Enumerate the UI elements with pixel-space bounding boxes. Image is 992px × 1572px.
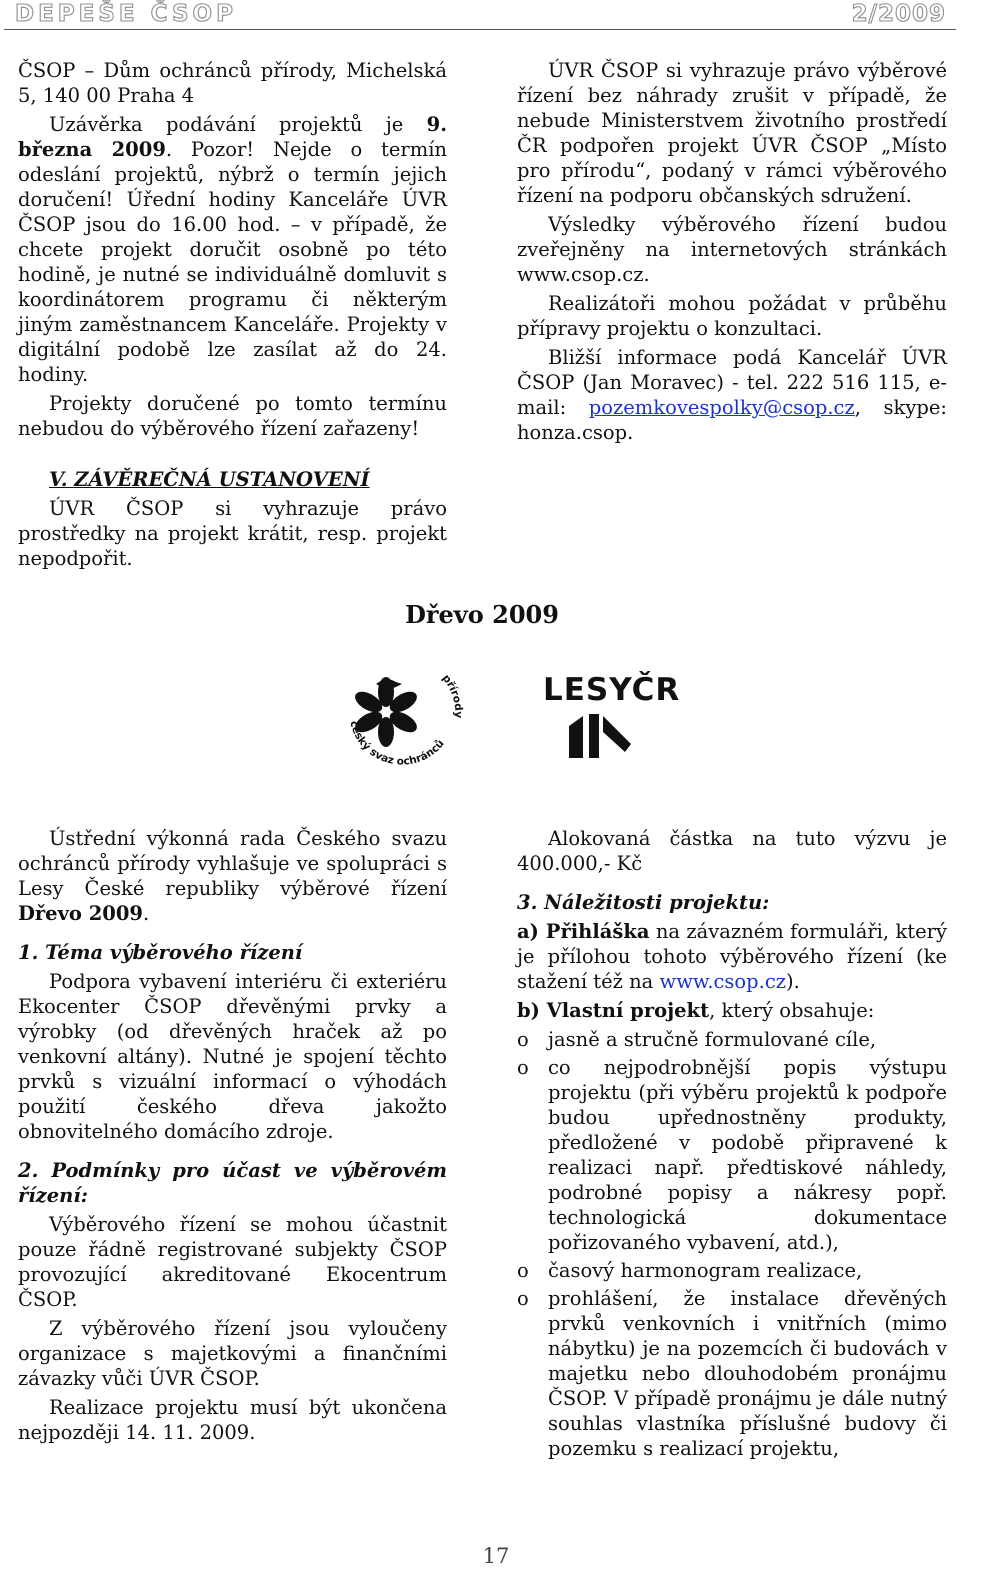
section-heading-topic: 1. Téma výběrového řízení	[18, 941, 303, 964]
svg-text:český svaz ochránců: český svaz ochránců	[347, 719, 447, 768]
deadline-date: 9. března 2009	[18, 113, 447, 161]
lesy-cr-logo	[541, 670, 681, 766]
bullet-icon: o	[517, 1056, 529, 1079]
bullet-icon: o	[517, 1259, 529, 1282]
list-item: o prohlášení, že instalace dřevěných prvků venkovních i vnitřních (mimo nábytku) je na pozemcích či budovách v majetku nebo dlouhodobém pronájmu ČSOP. V případě pronájmu je dále nutný souhlas vlastníka příslušné budovy či pozemku s realizací projektu,	[517, 1287, 947, 1460]
bottom-right-column	[517, 826, 947, 1464]
contact-paragraph: Bližší informace podá Kancelář ÚVR ČSOP (Jan Moravec) - tel. 222 516 115, e-mail: pozemkovespolky@csop.cz, skype: honza.csop.	[517, 346, 947, 444]
bottom-left-column	[18, 826, 447, 1449]
bullet-icon: o	[517, 1028, 529, 1051]
tree-mark-icon	[569, 714, 631, 758]
consultation-paragraph: Realizátoři mohou požádat v průběhu přípravy projektu o konzultaci.	[517, 292, 947, 340]
deadline-paragraph: Uzávěrka podávání projektů je 9. března 2009. Pozor! Nejde o termín odeslání projektů, nýbrž o termín jejich doručení! Úřední hodiny Kanceláře ÚVR ČSOP jsou do 16.00 hod. – v případě, že chcete projekt doručit osobně po této hodině, je nutné se individuálně domluvit s koordinátorem programu či některým jiným zaměstnancem Kanceláře. Projekty v digitální podobě lze zasílat až do 24. hodiny.	[18, 113, 447, 386]
header-divider	[4, 29, 956, 30]
list-item: o jasně a stručně formulované cíle,	[517, 1028, 877, 1051]
results-paragraph: Výsledky výběrového řízení budou zveřejněny na internetových stránkách www.csop.cz.	[517, 213, 947, 286]
list-item: o co nejpodrobnější popis výstupu projektu (při výběru projektů k podpoře budou upřednostněny produkty, předložené v podobě připravené k realizaci např. předtiskové náhledy, podrobné popisy a nákresy popř. technologická dokumentace pořizovaného vybavení, atd.),	[517, 1056, 947, 1254]
section-heading-requirements: 3. Náležitosti projektu:	[517, 891, 770, 914]
own-project-label: b) Vlastní projekt	[517, 999, 710, 1022]
running-header-title: DEPEŠE ČSOP	[15, 1, 237, 27]
list-item: o časový harmonogram realizace,	[517, 1259, 863, 1282]
lesy-cr-wordmark: LESYČR	[543, 672, 681, 708]
section-heading-final-provisions: V. ZÁVĚREČNÁ USTANOVENÍ	[49, 468, 370, 491]
top-right-column	[517, 58, 947, 449]
topic-paragraph: Podpora vybavení interiéru či exteriéru Ekocenter ČSOP dřevěnými prvky a výrobky (od dřevěných hraček až po venkovní altány). Nutné je spojení těchto prvků s vizuální informací o výhodách použití českého dřeva jakožto obnovitelného domácího zdroje.	[18, 970, 447, 1143]
application-form-paragraph: a) Přihláška na závazném formuláři, který je přílohou tohoto výběrového řízení (ke stažení též na www.csop.cz).	[517, 920, 947, 993]
csop-website-link[interactable]: www.csop.cz	[659, 970, 787, 993]
cancellation-paragraph: ÚVR ČSOP si vyhrazuje právo výběrové řízení bez náhrady zrušit v případě, že nebude Ministerstvem životního prostředí ČR podpořen projekt ÚVR ČSOP „Místo pro přírodu“, podaný v rámci výběrového řízení na podporu občanských sdružení.	[517, 59, 947, 207]
funds-reservation-paragraph: ÚVR ČSOP si vyhrazuje právo prostředky na projekt krátit, resp. projekt nepodpořit.	[18, 497, 447, 570]
eligibility-paragraph: Výběrového řízení se mohou účastnit pouze řádně registrované subjekty ČSOP provozující akreditované Ekocentrum ČSOP.	[18, 1213, 447, 1311]
page-number: 17	[482, 1544, 510, 1568]
completion-deadline-paragraph: Realizace projektu musí být ukončena nejpozději 14. 11. 2009.	[18, 1396, 447, 1444]
exclusion-paragraph: Z výběrového řízení jsou vyloučeny organizace s majetkovými a finančními závazky vůči ÚVR ČSOP.	[18, 1317, 447, 1390]
application-form-label: a) Přihláška	[517, 920, 650, 943]
competition-title: Dřevo 2009	[405, 600, 559, 629]
svg-text:přírody: přírody	[439, 672, 465, 719]
own-project-paragraph: b) Vlastní projekt, který obsahuje:	[517, 999, 875, 1022]
competition-name: Dřevo 2009	[18, 902, 143, 925]
late-projects-paragraph: Projekty doručené po tomto termínu nebudou do výběrového řízení zařazeny!	[18, 392, 447, 440]
announcement-paragraph: Ústřední výkonná rada Českého svazu ochránců přírody vyhlašuje ve spolupráci s Lesy České republiky výběrové řízení Dřevo 2009.	[18, 827, 447, 925]
top-left-column	[18, 58, 447, 575]
csop-logo	[342, 664, 470, 776]
bullet-icon: o	[517, 1287, 529, 1310]
contact-email-link[interactable]: pozemkovespolky@csop.cz	[588, 396, 855, 419]
issue-number: 2/2009	[851, 1, 946, 27]
address-paragraph: ČSOP – Dům ochránců přírody, Michelská 5, 140 00 Praha 4	[18, 59, 447, 107]
allocation-paragraph: Alokovaná částka na tuto výzvu je 400.000,- Kč	[517, 827, 947, 875]
section-heading-conditions: 2. Podmínky pro účast ve výběrovém řízení:	[18, 1159, 447, 1207]
